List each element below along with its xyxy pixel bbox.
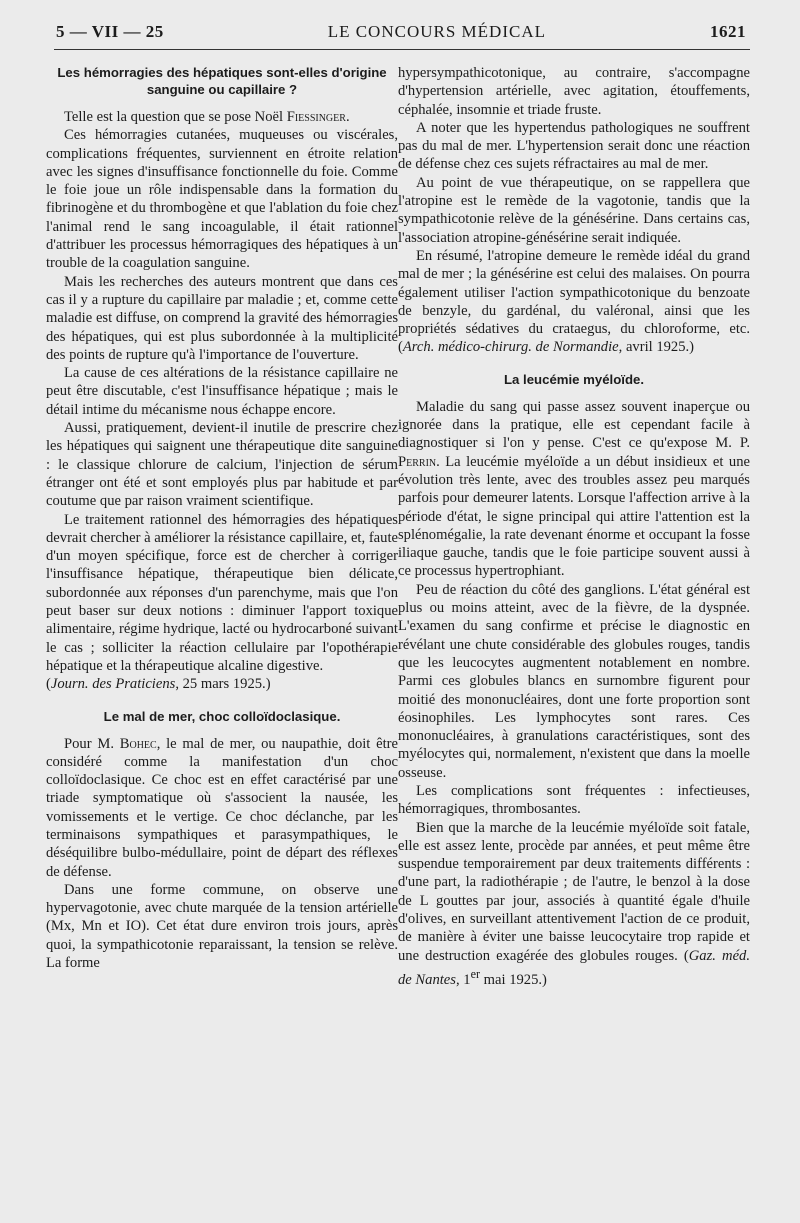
source-citation: Gaz. méd. de Nantes — [398, 947, 751, 988]
paragraph: Aussi, pratiquement, devient-il inutile de prescrire chez les hépatiques qui saignent une thérapeutique dite sanguine : le classique chlorure de calcium, l'injection de sérum étranger ont été et sont employés plus par habitude et par coutume que par raison vraiment scientifique. — [46, 420, 398, 510]
paragraph: hypersympathicotonique, au contraire, s'accompagne d'hypertension artérielle, avec agitation, étouffements, céphalée, insomnie et triade fruste. — [398, 65, 750, 118]
author-name: Bohec — [119, 735, 157, 752]
paragraph: Mais les recherches des auteurs montrent que dans ces cas il y a rupture du capillaire par maladie ; et, comme cette maladie est diffuse, on comprend la gravité des hémorragies des hépatiques, qui est plus subordonnée à la multiplicité des points de rupture qu'à l'importance de l'ouverture. — [46, 273, 398, 363]
paragraph: Telle est la question que se pose Noël Fiessinger. — [64, 109, 350, 125]
paragraph: Les complications sont fréquentes : infectieuses, hémorragiques, thrombosantes. — [398, 782, 750, 818]
right-column — [398, 64, 750, 989]
author-name: Perrin — [398, 453, 437, 470]
paragraph: Maladie du sang qui passe assez souvent inaperçue ou ignorée dans la pratique, elle est cependant facile à diagnostiquer si l'on y pense. C'est ce qu'expose M. P. Perrin. La leucémie myéloïde a un début insidieux et une évolution très lente, avec des troubles assez peu marqués parfois pour demeurer latents. Lorsque l'affection arrive à la période d'état, le signe principal qui attire l'attention est la splénomégalie, la rate devenant énorme et occupant la fosse iliaque gauche, tandis que le foie participe souvent aussi à ce processus hypertrophiant. — [398, 398, 750, 580]
paragraph: Pour M. Bohec, le mal de mer, ou naupathie, doit être considéré comme la manifestation d'un choc colloïdoclasique. Ce choc est en effet caractérisé par une triade symptomatique où s'associent la nausée, les vomissements et le vertige. Ce choc déclanche, par les terminaisons sympathiques et parasympathiques, le déséquilibre bulbo-médullaire, point de départ des réflexes de défense. — [46, 735, 398, 880]
left-column — [46, 64, 398, 989]
article-title-mal-de-mer: Le mal de mer, choc colloïdoclasique. — [103, 708, 341, 724]
paragraph: Au point de vue thérapeutique, on se rappellera que l'atropine est le remède de la vagotonie, tandis que la sympathicotonie relève de la génésérine. Dans certains cas, l'association atropine-génésérine serait indiquée. — [398, 174, 750, 246]
paragraph: La cause de ces altérations de la résistance capillaire ne peut être discutable, c'est l'insuffisance hépatique ; mais le détail intime du mécanisme nous échappe encore. — [46, 365, 398, 418]
text-columns — [46, 64, 750, 989]
article-title-hemorragies: Les hémorragies des hépatiques sont-elles d'origine sanguine ou capillaire ? — [57, 65, 387, 97]
page-header — [36, 22, 750, 42]
article-title-leucemie: La leucémie myéloïde. — [504, 371, 644, 387]
journal-title: LE CONCOURS MÉDICAL — [327, 22, 546, 41]
header-rule — [54, 49, 750, 50]
author-name: Fiessinger — [286, 109, 346, 125]
paragraph: A noter que les hypertendus pathologiques ne souffrent pas du mal de mer. L'hypertension serait donc une réaction de défense chez ces sujets réfractaires au mal de mer. — [398, 119, 750, 173]
source-citation: Arch. médico-chirurg. de Normandie — [402, 339, 619, 356]
paragraph: Dans une forme commune, on observe une hypervagotonie, avec chute marquée de la tension artérielle (Mx, Mn et IO). Cet état dure environ trois jours, après quoi, la sympathicotonie reparaissant, la tension se relève. La forme — [46, 881, 398, 972]
issue-date: 5 — VII — 25 — [56, 22, 164, 41]
source-citation: Journ. des Praticiens — [50, 676, 176, 693]
paragraph: En résumé, l'atropine demeure le remède idéal du grand mal de mer ; la génésérine est celui des malaises. On pourra également utiliser l'action sympathicotonique du benzoate de benzyle, du gardénal, du valéronal, ainsi que les propriétés sédatives du crataegus, du chloroforme, etc. (Arch. médico-chirurg. de Normandie, avril 1925.) — [398, 247, 750, 356]
paragraph: Le traitement rationnel des hémorragies des hépatiques devrait chercher à améliorer la résistance capillaire, et, faute d'un moyen spécifique, force est de chercher à corriger l'insuffisance hépatique, thérapeutique bien délicate, subordonnée aux réponses d'un parenchyme, mais que l'on peut baser sur deux notions : diminuer l'apport toxique alimentaire, régime hydrique, lacté ou hydrocarboné suivant le cas ; solliciter la réaction cellulaire par l'opothérapie hépatique et la thérapeutique alcaline digestive. (Journ. des Praticiens, 25 mars 1925.) — [46, 511, 398, 693]
paragraph: Bien que la marche de la leucémie myéloïde soit fatale, elle est assez lente, procède par années, et peut même être suspendue temporairement par deux traitements différents : d'une part, la radiothérapie ; de l'autre, le benzol à la dose de L gouttes par jour, associés à quantité égale d'huile d'olives, en surveillant attentivement l'action de ce produit, de manière à éviter une baisse leucocytaire trop rapide et une destruction exagérée des globules rouges. (Gaz. méd. de Nantes, 1er mai 1925.) — [398, 819, 751, 988]
page-number: 1621 — [710, 22, 746, 41]
paragraph: Peu de réaction du côté des ganglions. L'état général est plus ou moins atteint, avec de la fièvre, de la dyspnée. L'examen du sang confirme et précise le diagnostic en révélant une chute considérable des globules rouges, tandis que les leucocytes augmentent notablement en nombre. Parmi ces globules blancs en surnombre figurent pour moitié des mononucléaires, dont une forte proportion sont éosinophiles. Les lymphocytes sont rares. Ces mononucléaires, à granulations caractéristiques, sont des myélocytes qui, normalement, n'existent que dans la moelle osseuse. — [398, 581, 750, 781]
paragraph: Ces hémorragies cutanées, muqueuses ou viscérales, complications fréquentes, surviennent en étroite relation avec les signes d'insuffisance fonctionnelle du foie. Comme le foie joue un rôle indispensable dans la formation du fibrinogène et du thrombogène et que l'ablation du foie chez l'animal rend le sang incoagulable, il était rationnel d'attribuer les processus hémorragiques des hépatiques à un trouble de la coagulation sanguine. — [46, 127, 398, 272]
